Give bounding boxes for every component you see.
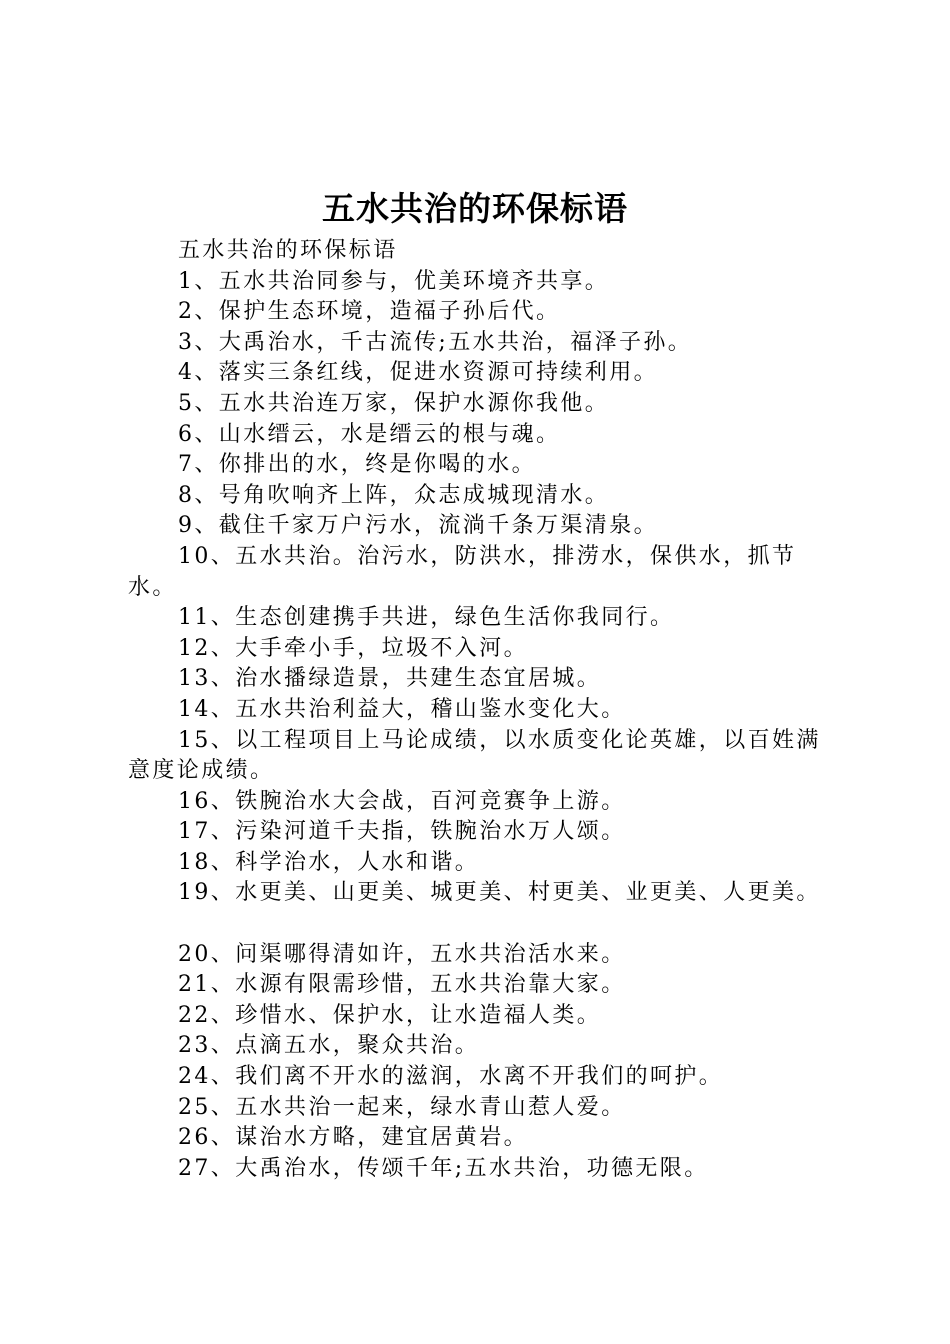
- document-body: [128, 236, 836, 1184]
- slogan-item: 13、治水播绿造景，共建生态宜居城。: [178, 666, 602, 692]
- slogan-item: 26、谋治水方略，建宜居黄岩。: [178, 1125, 528, 1151]
- slogan-item: 25、五水共治一起来，绿水青山惹人爱。: [178, 1094, 626, 1120]
- slogan-item: 11、生态创建携手共进，绿色生活你我同行。: [178, 605, 675, 631]
- slogan-item: 9、截住千家万户污水，流淌千条万渠清泉。: [178, 513, 658, 539]
- document-subtitle: 五水共治的环保标语: [178, 238, 398, 263]
- document-title: 五水共治的环保标语: [322, 189, 628, 228]
- slogan-item: 22、珍惜水、保护水，让水造福人类。: [178, 1002, 602, 1028]
- slogan-item: 7、你排出的水，终是你喝的水。: [178, 452, 536, 478]
- slogan-item: 20、问渠哪得清如许，五水共治活水来。: [178, 941, 626, 967]
- slogan-item: 17、污染河道千夫指，铁腕治水万人颂。: [178, 819, 626, 845]
- slogan-item: 19、水更美、山更美、城更美、村更美、业更美、人更美。: [178, 880, 821, 906]
- slogan-item: 12、大手牵小手，垃圾不入河。: [178, 635, 528, 661]
- slogan-item: 3、大禹治水，千古流传;五水共治，福泽子孙。: [178, 329, 693, 355]
- paragraph-spacer: [128, 909, 836, 940]
- slogan-item: 24、我们离不开水的滋润，水离不开我们的呵护。: [178, 1064, 724, 1090]
- slogan-item: 8、号角吹响齐上阵，众志成城现清水。: [178, 482, 610, 508]
- slogan-item: 2、保护生态环境，造福子孙后代。: [178, 299, 561, 325]
- slogan-item: 4、落实三条红线，促进水资源可持续利用。: [178, 360, 658, 386]
- slogan-item: 15、以工程项目上马论成绩，以水质变化论英雄，以百姓满意度论成绩。: [128, 727, 821, 784]
- slogan-item: 5、五水共治连万家，保护水源你我他。: [178, 390, 610, 416]
- slogan-item: 23、点滴五水，聚众共治。: [178, 1033, 480, 1059]
- slogan-item: 21、水源有限需珍惜，五水共治靠大家。: [178, 972, 626, 998]
- slogan-item: 10、五水共治。治污水，防洪水，排涝水，保供水，抓节水。: [128, 543, 797, 600]
- slogan-item: 16、铁腕治水大会战，百河竞赛争上游。: [178, 788, 626, 814]
- slogan-item: 18、科学治水，人水和谐。: [178, 849, 480, 875]
- slogan-item: 27、大禹治水，传颂千年;五水共治，功德无限。: [178, 1155, 709, 1181]
- slogan-item: 6、山水缙云，水是缙云的根与魂。: [178, 421, 561, 447]
- slogan-item: 14、五水共治利益大，稽山鉴水变化大。: [178, 696, 626, 722]
- slogan-item: 1、五水共治同参与，优美环境齐共享。: [178, 268, 610, 294]
